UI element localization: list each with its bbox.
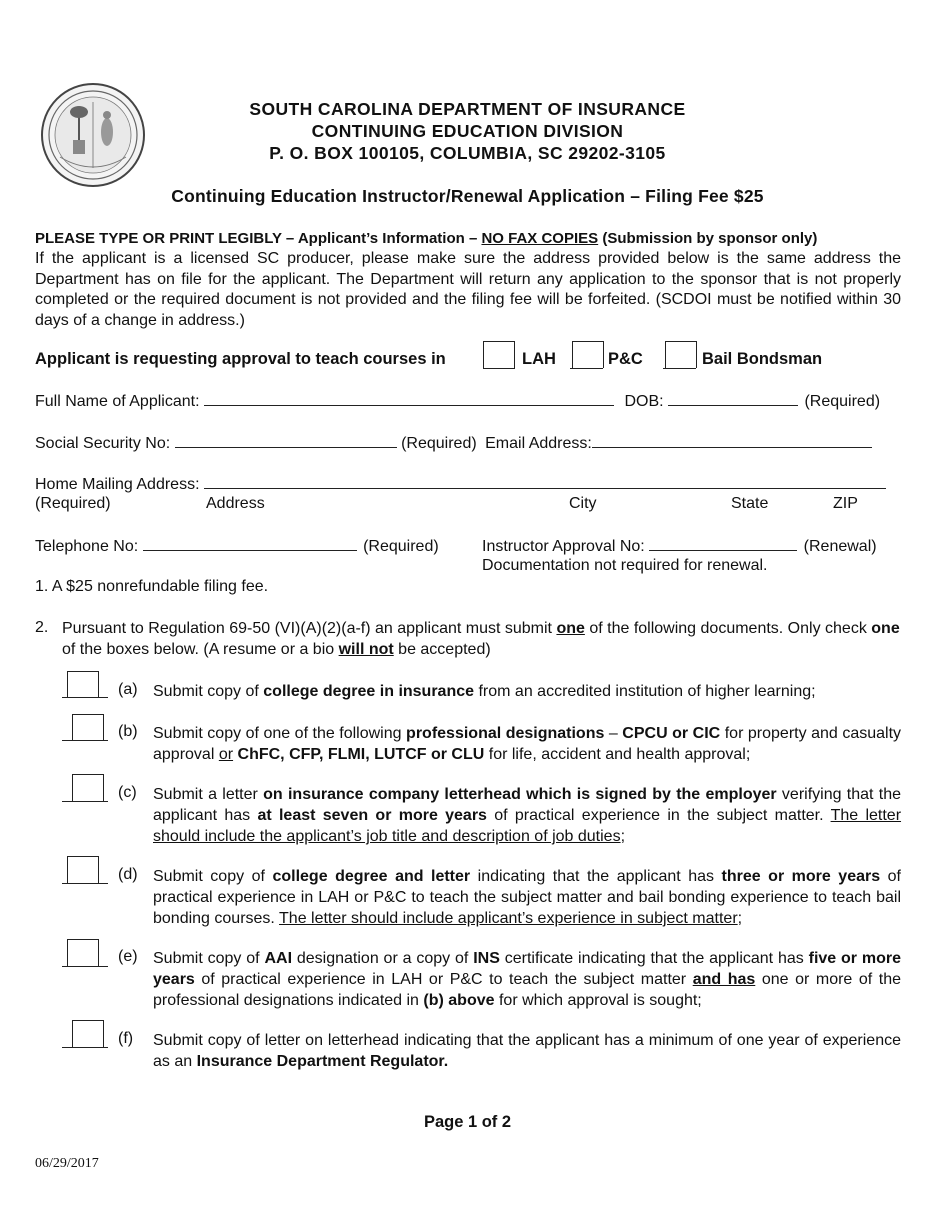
email-label: Email Address:	[485, 435, 592, 452]
option-text-part: of practical experience in LAH or P&C to teach the subject matter	[194, 971, 693, 988]
bail-bondsman-checkbox[interactable]	[665, 341, 697, 368]
state-seal	[40, 82, 146, 188]
revision-date: 06/29/2017	[35, 1156, 99, 1171]
item-filing-fee: 1. A $25 nonrefundable filing fee.	[35, 578, 269, 595]
sponsor-note: (Submission by sponsor only)	[598, 230, 818, 247]
option-e-text	[153, 948, 901, 1011]
option-text-part: verifying that the applicant has	[153, 786, 902, 824]
option-text-bold: INS	[473, 950, 500, 967]
pc-checkbox-line	[570, 368, 603, 369]
bail-bondsman-label: Bail Bondsman	[702, 350, 823, 368]
form-title: Continuing Education Instructor/Renewal Application – Filing Fee $25	[171, 186, 764, 206]
zip-caption: ZIP	[833, 495, 858, 512]
option-f-letter: (f)	[118, 1030, 134, 1047]
option-c-line	[62, 801, 108, 802]
option-e-line	[62, 966, 108, 967]
option-text-part: ;	[737, 910, 743, 927]
option-text-underline: The letter should include applicant’s experience in subject matter	[279, 910, 738, 927]
option-text-bold: college degree and letter	[272, 868, 471, 885]
option-text-part: Submit a letter	[153, 786, 264, 803]
approval-label: Applicant is requesting approval to teach courses in	[35, 350, 446, 368]
option-d-text	[153, 866, 901, 929]
option-text-bold: CPCU or CIC	[622, 725, 721, 742]
option-text-bold: ChFC, CFP, FLMI, LUTCF or CLU	[237, 746, 485, 763]
city-caption: City	[569, 495, 597, 512]
option-text-part: from an accredited institution of higher learning;	[474, 683, 816, 700]
dob-label: DOB:	[624, 393, 664, 410]
option-text-part: for life, accident and health approval;	[484, 746, 751, 763]
ssn-label: Social Security No:	[35, 435, 171, 452]
option-e-checkbox[interactable]	[67, 939, 99, 966]
agency-name: SOUTH CAROLINA DEPARTMENT OF INSURANCE	[249, 99, 686, 119]
option-text-bold: college degree in insurance	[263, 683, 475, 700]
full-name-field[interactable]	[204, 391, 614, 406]
telephone-row	[35, 536, 439, 556]
option-text-bold: five or more years	[153, 950, 902, 988]
option-text-part: Submit copy of	[153, 683, 264, 700]
option-text-bold: AAI	[264, 950, 293, 967]
option-text-part: Submit copy of one of the following	[153, 725, 407, 742]
item-2-part: of the following documents. Only check	[584, 620, 872, 637]
lah-label: LAH	[522, 350, 556, 368]
item-2-part: be accepted)	[393, 640, 491, 658]
home-address-row	[35, 474, 901, 496]
lah-checkbox[interactable]	[483, 341, 515, 368]
full-name-label: Full Name of Applicant:	[35, 393, 200, 410]
option-d-line	[62, 883, 108, 884]
pc-checkbox[interactable]	[572, 341, 604, 368]
page-number: Page 1 of 2	[423, 1113, 512, 1131]
no-fax-copies: NO FAX COPIES	[481, 230, 599, 247]
address-caption: Address	[206, 495, 265, 512]
option-f-checkbox[interactable]	[72, 1020, 104, 1047]
instructor-no-field[interactable]	[649, 536, 797, 551]
item-2-part: Pursuant to Regulation 69-50 (VI)(A)(2)(a-f) an applicant must submit	[62, 620, 557, 637]
telephone-required: (Required)	[363, 538, 439, 555]
option-c-letter: (c)	[118, 784, 137, 801]
option-text-part: one or more of the professional designations indicated in	[153, 971, 902, 1009]
telephone-label: Telephone No:	[35, 538, 139, 555]
lah-checkbox-line	[483, 368, 515, 369]
address-required: (Required)	[35, 495, 111, 512]
item-2-number: 2.	[35, 619, 49, 636]
home-address-label: Home Mailing Address:	[35, 476, 200, 493]
option-text-part: certificate indicating that the applicant has	[499, 950, 809, 967]
option-text-underline: The letter should include the applicant’s job title and description of job duties	[153, 807, 902, 845]
item-2-part: of the boxes below. (A resume or a bio	[62, 640, 339, 658]
option-text-bold: at least seven or more years	[257, 807, 487, 824]
option-a-text	[153, 681, 901, 702]
option-text-part: Submit copy of	[153, 868, 273, 885]
item-2-one: one	[556, 620, 585, 637]
option-a-checkbox[interactable]	[67, 671, 99, 698]
option-text-bold: professional designations	[406, 725, 605, 742]
renewal-note: Documentation not required for renewal.	[482, 557, 768, 574]
item-2-one-bold: one	[871, 620, 900, 637]
division-name: CONTINUING EDUCATION DIVISION	[311, 121, 624, 141]
option-e-letter: (e)	[118, 948, 138, 965]
item-2-text	[62, 619, 901, 660]
option-d-checkbox[interactable]	[67, 856, 99, 883]
option-b-line	[62, 740, 108, 741]
ssn-row	[35, 433, 901, 455]
option-a-line	[62, 697, 108, 698]
instructions-lead	[35, 229, 901, 250]
instructor-no-row	[482, 536, 877, 556]
option-f-line	[62, 1047, 108, 1048]
option-text-part: for property and casualty approval	[153, 725, 902, 763]
telephone-field[interactable]	[143, 536, 357, 551]
option-text-bold-underline: and has	[692, 971, 756, 988]
option-b-text	[153, 723, 901, 765]
option-c-checkbox[interactable]	[72, 774, 104, 801]
instructions-lead-text: PLEASE TYPE OR PRINT LEGIBLY – Applicant’s Information –	[35, 230, 482, 247]
option-a-letter: (a)	[118, 681, 138, 698]
option-c-text	[153, 784, 901, 847]
option-text-part: of practical experience in the subject matter.	[486, 807, 831, 824]
option-d-letter: (d)	[118, 866, 138, 883]
option-text-bold: on insurance company letterhead which is signed by the employer	[263, 786, 777, 803]
option-text-part: –	[604, 725, 623, 742]
email-field[interactable]	[592, 433, 872, 448]
option-text-part: Submit copy of letter on letterhead indicating that the applicant has a minimum of one year of experience as an	[153, 1032, 901, 1070]
state-caption: State	[731, 495, 769, 512]
ssn-required: (Required)	[401, 435, 477, 452]
option-text-bold: Insurance Department Regulator.	[196, 1053, 449, 1070]
option-text-part: for which approval is sought;	[494, 992, 702, 1009]
ssn-field[interactable]	[175, 433, 397, 448]
option-b-letter: (b)	[118, 723, 138, 740]
home-address-field[interactable]	[204, 474, 886, 489]
state-seal-graphic	[40, 82, 146, 188]
renewal-label: (Renewal)	[803, 538, 877, 555]
dob-field[interactable]	[668, 391, 798, 406]
option-text-part: of practical experience in LAH or P&C to teach the subject matter and bail bonding experience to teach bail bonding courses.	[153, 868, 901, 927]
instructor-no-label: Instructor Approval No:	[482, 538, 645, 555]
item-2-will-not: will not	[338, 640, 394, 658]
pc-label: P&C	[608, 350, 643, 368]
full-name-row	[35, 391, 901, 413]
option-text-bold: three or more years	[721, 868, 881, 885]
agency-address: P. O. BOX 100105, COLUMBIA, SC 29202-3105	[269, 143, 666, 163]
option-text-part: Submit copy of	[153, 950, 265, 967]
option-text-part: ;	[620, 828, 626, 845]
option-f-text	[153, 1030, 901, 1072]
option-text-part: indicating that the applicant has	[470, 868, 722, 885]
bail-bondsman-checkbox-line	[663, 368, 696, 369]
option-text-part: designation or a copy of	[292, 950, 474, 967]
option-b-checkbox[interactable]	[72, 714, 104, 741]
option-text-bold: (b) above	[423, 992, 495, 1009]
option-text-underline: or	[218, 746, 234, 763]
instructions-body: If the applicant is a licensed SC producer, please make sure the address provided below is the same address the Department has on file for the applicant. The Department will return any application to the sponsor that is not properly completed or the required document is not provided and the filing fee will be forfeited. (SCDOI must be notified within 30 days of a change in address.)	[35, 250, 901, 329]
dob-required: (Required)	[804, 393, 881, 410]
